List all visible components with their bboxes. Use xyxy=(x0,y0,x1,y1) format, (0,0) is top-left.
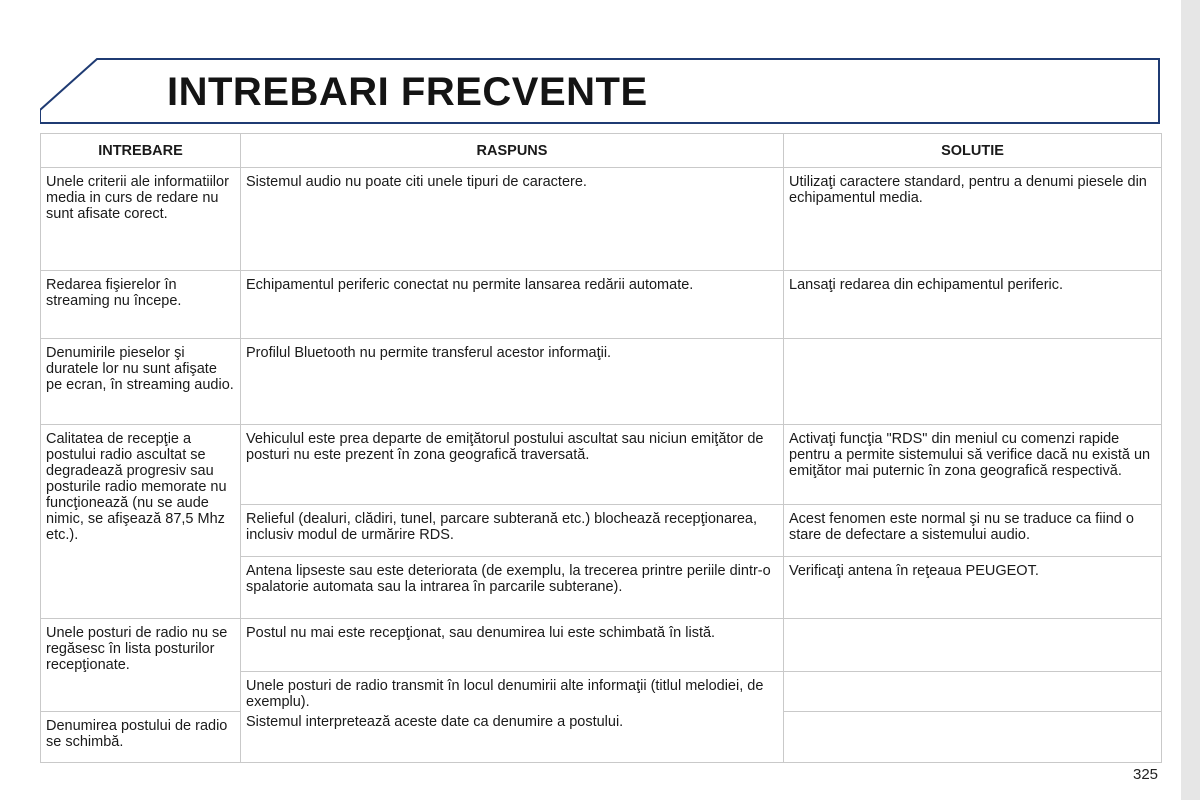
question-cell: Unele criterii ale informatiilor media in curs de redare nu sunt afisate corect. xyxy=(41,168,241,271)
table-row xyxy=(41,425,1162,505)
solution-cell xyxy=(784,672,1162,712)
question-cell: Denumirile pieselor şi duratele lor nu sunt afişate pe ecran, în streaming audio. xyxy=(41,339,241,425)
answer-cell: Echipamentul periferic conectat nu permite lansarea redării automate. xyxy=(241,271,784,339)
answer-shared-text: Unele posturi de radio transmit în locul denumirii alte informaţii (titlul melodiei, de exemplu). xyxy=(246,678,764,710)
answer-cell: Antena lipseste sau este deteriorata (de exemplu, la trecerea printre periile dintr-o spalatorie automata sau la intrarea în parcarile subterane). xyxy=(241,557,784,619)
table-row xyxy=(41,168,1162,271)
table-row xyxy=(41,619,1162,672)
solution-cell: Verificaţi antena în reţeaua PEUGEOT. xyxy=(784,557,1162,619)
question-cell: Redarea fişierelor în streaming nu începe. xyxy=(41,271,241,339)
solution-cell xyxy=(784,712,1162,763)
table-header-row xyxy=(41,134,1162,168)
answer-text: Sistemul interpretează aceste date ca denumire a postului. xyxy=(246,714,624,730)
column-header-answer: RASPUNS xyxy=(241,134,784,168)
answer-cell: Postul nu mai este recepţionat, sau denumirea lui este schimbată în listă. xyxy=(241,619,784,672)
solution-cell: Activaţi funcţia "RDS" din meniul cu comenzi rapide pentru a permite sistemului să verifice dacă nu există un emiţător mai puternic în zona geografică respectivă. xyxy=(784,425,1162,505)
question-cell: Calitatea de recepţie a postului radio ascultat se degradează progresiv sau posturile radio memorate nu funcţionează (nu se aude nimic, se afişează 87,5 Mhz etc.). xyxy=(41,425,241,619)
solution-cell xyxy=(784,339,1162,425)
answer-cell: Relieful (dealuri, clădiri, tunel, parcare subterană etc.) blochează recepţionarea, inclusiv modul de urmărire RDS. xyxy=(241,505,784,557)
page-title: INTREBARI FRECVENTE xyxy=(167,70,648,114)
answer-cell: Profilul Bluetooth nu permite transferul acestor informaţii. xyxy=(241,339,784,425)
solution-cell: Acest fenomen este normal şi nu se traduce ca fiind o stare de defectare a sistemului audio. xyxy=(784,505,1162,557)
answer-cell xyxy=(241,672,784,763)
question-cell: Unele posturi de radio nu se regăsesc în lista posturilor recepţionate. xyxy=(41,619,241,712)
column-header-question: INTREBARE xyxy=(41,134,241,168)
column-header-solution: SOLUTIE xyxy=(784,134,1162,168)
solution-cell xyxy=(784,619,1162,672)
answer-cell: Vehiculul este prea departe de emiţătorul postului ascultat sau niciun emiţător de posturi nu este prezent în zona geografică traversată. xyxy=(241,425,784,505)
table-row xyxy=(41,339,1162,425)
answer-cell: Sistemul audio nu poate citi unele tipuri de caractere. xyxy=(241,168,784,271)
faq-table xyxy=(40,133,1162,763)
solution-cell: Utilizaţi caractere standard, pentru a denumi piesele din echipamentul media. xyxy=(784,168,1162,271)
page-header xyxy=(40,57,1161,127)
page-number: 325 xyxy=(1133,766,1159,783)
solution-cell: Lansaţi redarea din echipamentul periferic. xyxy=(784,271,1162,339)
question-cell: Denumirea postului de radio se schimbă. xyxy=(41,712,241,763)
table-row xyxy=(41,271,1162,339)
page-side-strip xyxy=(1181,0,1200,800)
